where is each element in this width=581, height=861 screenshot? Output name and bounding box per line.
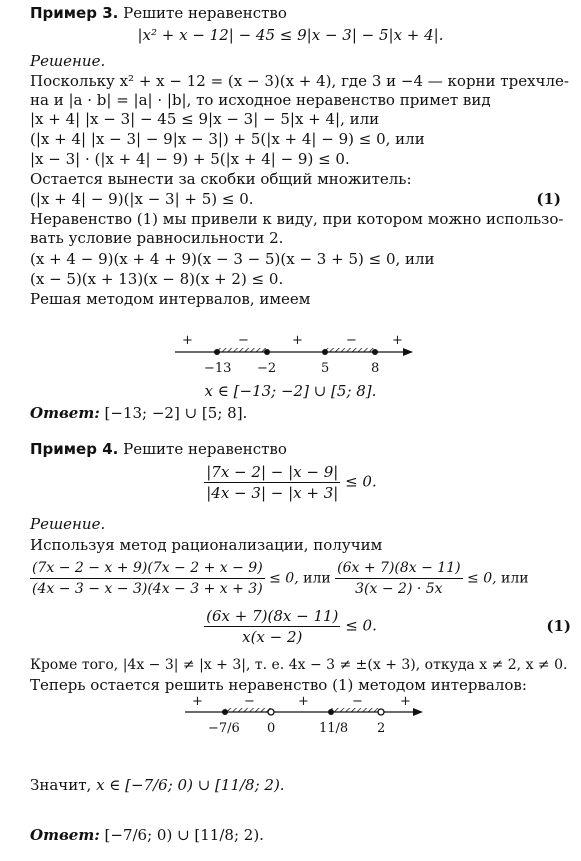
example3-line8: Неравенство (1) мы привели к виду, при котором можно использо- — [30, 210, 564, 228]
example3-solution-label: Решение. — [30, 52, 106, 70]
example4-simplified — [0, 606, 581, 647]
fraction — [204, 606, 340, 647]
point-marker — [222, 709, 228, 715]
fraction — [30, 558, 265, 599]
relation: ≤ 0. — [345, 616, 377, 635]
answer-label: Ответ: — [30, 826, 100, 844]
example3-title: Пример 3. — [30, 4, 119, 22]
sign-label: − — [244, 696, 255, 709]
fraction-numerator: (6x + 7)(8x − 11) — [335, 558, 462, 579]
result-prefix: Значит, — [30, 776, 92, 794]
example3-inequality: |x² + x − 12| − 45 ≤ 9|x − 3| − 5|x + 4|. — [137, 26, 444, 44]
point-marker — [372, 349, 378, 355]
sign-label: − — [238, 333, 249, 348]
relation: ≤ 0. — [345, 472, 377, 491]
example3-line1: Поскольку x² + x − 12 = (x − 3)(x + 4), где 3 и −4 — корни трехчле- — [30, 72, 569, 90]
point-label: −13 — [204, 361, 232, 376]
example3-line11: (x − 5)(x + 13)(x − 8)(x + 2) ≤ 0. — [30, 270, 284, 288]
point-label: 2 — [377, 721, 386, 736]
number-line-2 — [180, 696, 430, 756]
sign-label: + — [298, 696, 309, 709]
example4-task: Решите неравенство — [123, 440, 287, 458]
point-label: −7/6 — [208, 721, 240, 736]
example3-factored: (|x + 4| − 9)(|x − 3| + 5) ≤ 0. — [30, 190, 254, 208]
fraction — [204, 462, 340, 503]
fraction-denominator: 3(x − 2) · 5x — [355, 581, 443, 597]
example3-line7 — [30, 190, 571, 208]
point-label: 11/8 — [319, 721, 349, 736]
fraction-numerator: (7x − 2 − x + 9)(7x − 2 + x − 9) — [30, 558, 265, 579]
point-marker — [378, 709, 384, 715]
example4-solution-label: Решение. — [30, 515, 106, 533]
example4-line3: Теперь остается решить неравенство (1) методом интервалов: — [30, 676, 527, 694]
example4-title: Пример 4. — [30, 440, 119, 458]
example4-heading — [30, 440, 571, 458]
example3-task: Решите неравенство — [123, 4, 287, 22]
sign-label: + — [400, 696, 411, 709]
fraction-denominator: (4x − 3 − x − 3)(4x − 3 + x + 3) — [32, 581, 263, 597]
example3-line3: |x + 4| |x − 3| − 45 ≤ 9|x − 3| − 5|x + 4|, или — [30, 110, 380, 128]
result-value: x ∈ [−7/6; 0) ∪ [11/8; 2). — [96, 776, 285, 794]
point-label: 8 — [371, 361, 380, 376]
example3-heading — [30, 4, 571, 22]
point-label: 5 — [321, 361, 330, 376]
equation-number: (1) — [536, 190, 561, 208]
interval-shading — [325, 348, 375, 352]
example3-result: x ∈ [−13; −2] ∪ [5; 8]. — [204, 382, 377, 400]
fraction-denominator: |4x − 3| − |x + 3| — [206, 484, 339, 502]
point-marker — [328, 709, 334, 715]
example4-line1: Используя метод рационализации, получим — [30, 536, 383, 554]
fraction-numerator: |7x − 2| − |x − 9| — [206, 463, 339, 481]
example3-line12: Решая методом интервалов, имеем — [30, 290, 311, 308]
number-line-1 — [170, 330, 420, 378]
relation: ≤ 0, — [269, 570, 299, 587]
example3-answer — [30, 404, 571, 422]
interval-shading — [217, 348, 267, 352]
sign-label: + — [392, 333, 403, 348]
sign-label: − — [346, 333, 357, 348]
sign-label: + — [192, 696, 203, 709]
answer-value: [−13; −2] ∪ [5; 8]. — [104, 404, 248, 422]
example4-inequality — [0, 462, 581, 503]
point-marker — [322, 349, 328, 355]
example3-line5: |x − 3| · (|x + 4| − 9) + 5(|x + 4| − 9) ≤ 0. — [30, 150, 350, 168]
point-marker — [264, 349, 270, 355]
example3-line2: на и |a · b| = |a| · |b|, то исходное неравенство примет вид — [30, 91, 491, 109]
example4-rationalized — [30, 558, 571, 599]
example3-line4: (|x + 4| |x − 3| − 9|x − 3|) + 5(|x + 4| − 9) ≤ 0, или — [30, 130, 425, 148]
fraction — [335, 558, 462, 599]
example3-line9: вать условие равносильности 2. — [30, 229, 284, 247]
connector-or: или — [501, 570, 529, 587]
fraction-denominator: x(x − 2) — [242, 628, 303, 646]
equation-number: (1) — [546, 617, 571, 635]
example4-result — [30, 776, 571, 794]
sign-label: + — [182, 333, 193, 348]
fraction-numerator: (6x + 7)(8x − 11) — [206, 607, 339, 625]
example3-line6: Остается вынести за скобки общий множитель: — [30, 170, 412, 188]
point-marker — [268, 709, 274, 715]
answer-value: [−7/6; 0) ∪ [11/8; 2). — [104, 826, 264, 844]
example4-line2: Кроме того, |4x − 3| ≠ |x + 3|, т. е. 4x − 3 ≠ ±(x + 3), откуда x ≠ 2, x ≠ 0. — [30, 657, 568, 673]
point-label: 0 — [267, 721, 276, 736]
sign-label: + — [292, 333, 303, 348]
example4-answer — [30, 826, 571, 844]
example3-line10: (x + 4 − 9)(x + 4 + 9)(x − 3 − 5)(x − 3 + 5) ≤ 0, или — [30, 250, 435, 268]
answer-label: Ответ: — [30, 404, 100, 422]
connector-or: или — [303, 570, 331, 587]
point-label: −2 — [257, 361, 277, 376]
point-marker — [214, 349, 220, 355]
sign-label: − — [352, 696, 363, 709]
relation: ≤ 0, — [467, 570, 497, 587]
